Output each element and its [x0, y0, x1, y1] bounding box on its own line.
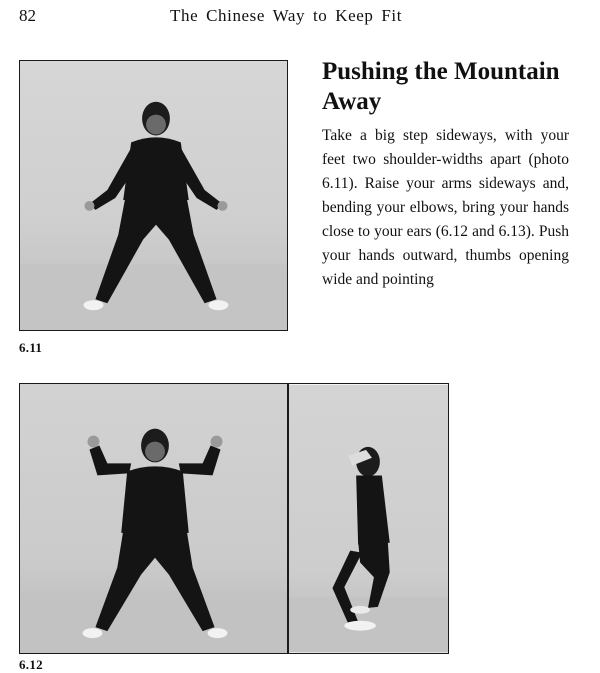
page-number: 82 — [19, 6, 36, 25]
person-wide-stance-illustration — [20, 61, 287, 330]
figure-caption: 6.11 — [19, 340, 43, 355]
person-side-view-illustration — [289, 384, 448, 653]
body-paragraph: Take a big step sideways, with your feet two shoulder-widths apart (photo 6.11). Raise your arms sideways and, bending your elbows, bring your hands close to your ears (6.12 and 6.13). Push your hands outward, thumbs opening wide and pointing — [322, 127, 569, 288]
photo-figure-6-11 — [19, 60, 288, 331]
section-title: Pushing the Mountain Away — [322, 58, 560, 115]
running-header: The Chinese Way to Keep Fit — [170, 6, 403, 25]
photo-figure-6-13 — [288, 383, 449, 654]
photo-figure-6-12 — [19, 383, 288, 654]
figure-caption: 6.12 — [19, 657, 43, 672]
person-arms-raised-illustration — [20, 384, 287, 653]
